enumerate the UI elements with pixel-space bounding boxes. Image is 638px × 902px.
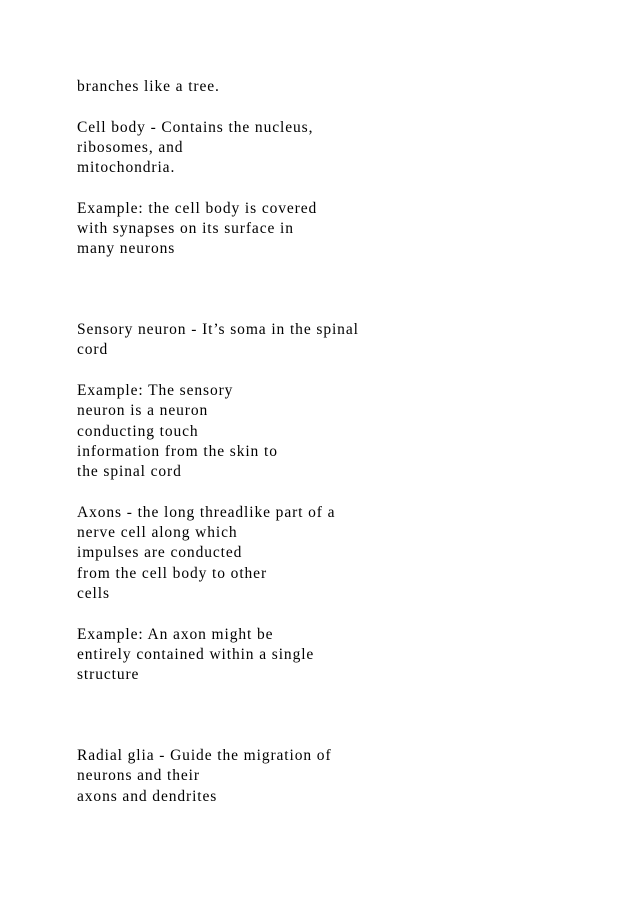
text-line: nerve cell along which: [77, 524, 238, 541]
text-line: neurons and their: [77, 767, 200, 784]
text-line: Sensory neuron - It’s soma in the spinal: [77, 321, 359, 338]
text-line: conducting touch: [77, 423, 199, 440]
text-line: Cell body - Contains the nucleus,: [77, 119, 314, 136]
text-line: cells: [77, 585, 110, 602]
text-line: cord: [77, 341, 109, 358]
text-line: branches like a tree.: [77, 78, 220, 95]
text-line: with synapses on its surface in: [77, 220, 294, 237]
text-line: the spinal cord: [77, 463, 182, 480]
text-line: Axons - the long threadlike part of a: [77, 504, 336, 521]
text-line: ribosomes, and: [77, 139, 184, 156]
text-line: neuron is a neuron: [77, 402, 209, 419]
text-line: mitochondria.: [77, 159, 176, 176]
text-line: axons and dendrites: [77, 788, 218, 805]
text-line: impulses are conducted: [77, 544, 243, 561]
text-line: structure: [77, 666, 140, 683]
text-line: many neurons: [77, 240, 176, 257]
text-line: Example: The sensory: [77, 382, 234, 399]
text-line: information from the skin to: [77, 443, 278, 460]
text-line: Radial glia - Guide the migration of: [77, 747, 332, 764]
text-line: from the cell body to other: [77, 565, 268, 582]
text-line: entirely contained within a single: [77, 646, 315, 663]
text-line: Example: An axon might be: [77, 626, 274, 643]
text-line: Example: the cell body is covered: [77, 200, 318, 217]
